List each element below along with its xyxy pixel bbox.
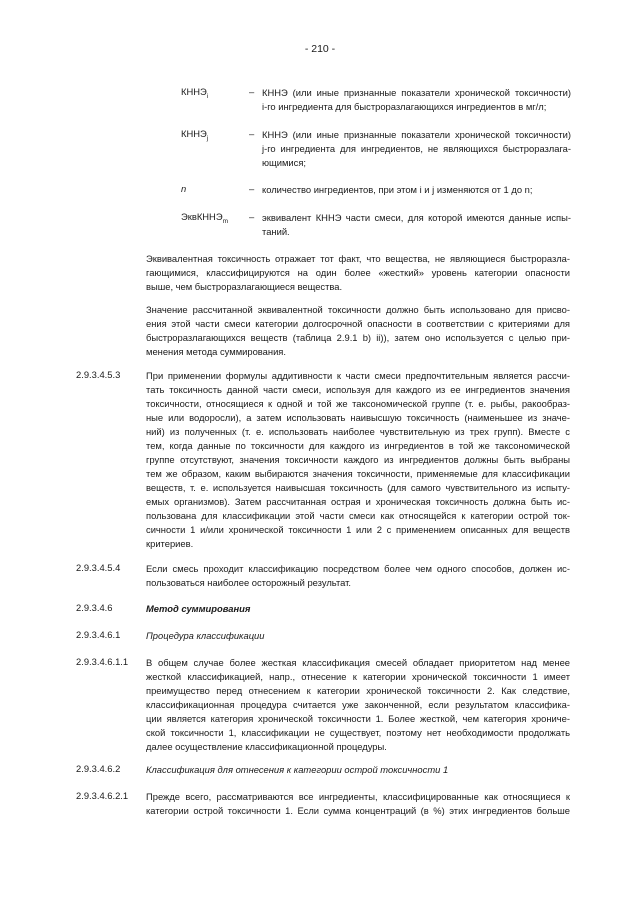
section-number: 2.9.3.4.6.2: [76, 763, 121, 774]
paragraph-equivalent-toxicity: Эквивалентная токсичность отражает тот факт, что вещества, не являющиеся быстроразла- гающимися, классифицируются на один более «жесткий» уровень категории опасности выше, чем быстроразлагающиеся вещества.: [146, 253, 570, 292]
section-number: 2.9.3.4.6: [76, 602, 113, 613]
section-number: 2.9.3.4.6.1.1: [76, 656, 129, 667]
section-number: 2.9.3.4.6.2.1: [76, 790, 129, 801]
section-number: 2.9.3.4.6.1: [76, 629, 121, 640]
section-number: 2.9.3.4.5.3: [76, 369, 121, 380]
definition-dash: –: [249, 183, 255, 194]
definition-term: $КННЭ_j$: [181, 128, 209, 142]
section-number: 2.9.3.4.5.4: [76, 562, 121, 573]
page-number: - 210 -: [304, 43, 336, 55]
section-heading-summation-method: Метод суммирования: [146, 603, 251, 614]
definition-dash: –: [249, 128, 255, 139]
definition-text: количество ингредиентов, при этом i и j изменяются от 1 до n;: [262, 184, 533, 195]
definition-dash: –: [249, 211, 255, 222]
paragraph-calculated-value: Значение рассчитанной эквивалентной токсичности должно быть использовано для присво- ения этой части смеси категории долгосрочной опасности в соответствии с критериями для быстроразлагающихся веществ (таблица 2.9.1 b) ii)), затем оно используется с целью при- менения метода суммирования.: [146, 304, 570, 357]
section-2-9-3-4-6-2-1-text: Прежде всего, рассматриваются все ингредиенты, классифицированные как относящиеся к категории острой токсичности 1. Если сумма концентраций (в %) этих ингредиентов больше: [146, 791, 570, 816]
section-2-9-3-4-6-1-1-text: В общем случае более жесткая классификация смесей обладает приоритетом над менее жесткой классификацией, напр., отнесение к категории хронической токсичности 1 имеет преимущество перед отнесением к категории хронической токсичности 2. Как следствие, классификационная процедура считается уже законченной, если результатом классифика- ции является категория хронической токсичности 1. Более жесткой, чем категория хрониче- ской токсичности 1, классификации не существует, поэтому нет необходимости продолжать далее осуществление классификационной процедуры.: [146, 657, 570, 752]
section-2-9-3-4-5-3-text: При применении формулы аддитивности к части смеси предпочтительным является рассчи- тать токсичность данной части смеси, используя для каждого из ее ингредиентов значения токсичности, относящиеся к одной и той же таксономической группе (т. е. рыбы, ракообраз- ные или водоросли), а затем использовать наивысшую токсичность (наименьшее из значе- ний) из полученных (т. е. использовать наиболее чувствительную из трех групп). Вместе с тем, когда данные по токсичности для каждого из ингредиентов в той же таксономической группе отсутствуют, значения токсичности каждого из ингредиентов должны быть выбраны тем же образом, каким выбираются значения токсичности, применяемые для классификации веществ, т. е. используется наивысшая токсичность (для самого чувствительного из испыту- емых организмов). Затем рассчитанная острая и хроническая токсичность должна быть ис- пользована для классификации этой части смеси как относящейся к категории острой ток- сичности 1 и/или хронической токсичности 1 или 2 с применением описанных для веществ критериев.: [146, 370, 570, 549]
section-heading-acute-toxicity-1: Классификация для отнесения к категории острой токсичности 1: [146, 764, 449, 775]
definition-text: эквивалент КННЭ части смеси, для которой имеются данные испы- таний.: [262, 212, 571, 237]
section-2-9-3-4-5-4-text: Если смесь проходит классификацию посредством более чем одного способов, должен ис- пользоваться наиболее осторожный результат.: [146, 563, 570, 588]
definition-dash: –: [249, 86, 255, 97]
definition-text: КННЭ (или иные признанные показатели хронической токсичности) j-го ингредиента для ингредиентов, не являющихся быстроразлага- ющимися;: [262, 129, 571, 168]
definition-text: КННЭ (или иные признанные показатели хронической токсичности) i-го ингредиента для быстроразлагающихся ингредиентов в мг/л;: [262, 87, 571, 112]
definition-term: ЭквКННЭ$_m$: [181, 211, 228, 225]
definition-term: $КННЭ_i$: [181, 86, 209, 100]
section-heading-classification-procedure: Процедура классификации: [146, 630, 265, 641]
definition-term: n: [181, 183, 187, 194]
